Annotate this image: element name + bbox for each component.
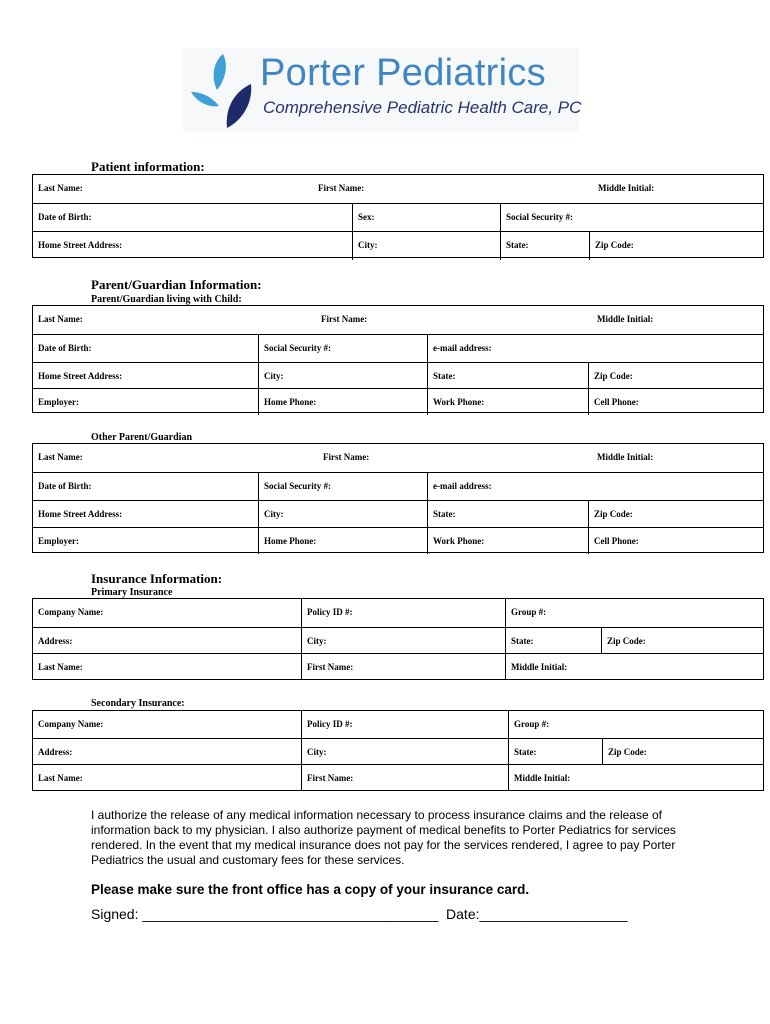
guardian-first-name-field[interactable]: First Name: [321, 314, 368, 324]
patient-city-field[interactable]: City: [352, 232, 500, 260]
patient-first-name-field[interactable]: First Name: [318, 183, 365, 193]
guardian-employer-field[interactable]: Employer: [38, 397, 79, 407]
guardian-middle-initial-field[interactable]: Middle Initial: [597, 314, 654, 324]
guardian-zip-field[interactable]: Zip Code: [588, 363, 763, 391]
logo-title: Porter Pediatrics [260, 52, 546, 94]
patient-last-name-field[interactable]: Last Name: [38, 183, 83, 193]
guardian-heading: Parent/Guardian Information: [91, 277, 262, 292]
primary-address-field[interactable]: Address: [38, 636, 73, 646]
date-field[interactable]: Date:___________________ [446, 906, 628, 922]
signed-field[interactable]: Signed: ______________________________________ [91, 906, 439, 922]
secondary-state-field[interactable]: State: [508, 739, 602, 765]
secondary-zip-field[interactable]: Zip Code: [602, 739, 763, 765]
logo-subtitle: Comprehensive Pediatric Health Care, PC [263, 98, 582, 117]
secondary-middle-initial-field[interactable]: Middle Initial: [508, 765, 763, 791]
guardian-address-field[interactable]: Home Street Address: [38, 371, 123, 381]
patient-address-field[interactable]: Home Street Address: [38, 240, 123, 250]
guardian-city-field[interactable]: City: [258, 363, 427, 391]
secondary-group-field[interactable]: Group #: [508, 711, 763, 739]
insurance-heading: Insurance Information: [91, 571, 223, 586]
patient-middle-initial-field[interactable]: Middle Initial: [598, 183, 655, 193]
primary-insurance-heading: Primary Insurance [91, 587, 173, 598]
secondary-first-name-field[interactable]: First Name: [301, 765, 508, 791]
primary-first-name-field[interactable]: First Name: [301, 654, 505, 680]
other-last-name-field[interactable]: Last Name: [38, 452, 83, 462]
primary-company-field[interactable]: Company Name: [38, 607, 104, 617]
guardian-home-phone-field[interactable]: Home Phone: [258, 389, 427, 415]
patient-dob-field[interactable]: Date of Birth: [38, 212, 92, 222]
other-guardian-table [32, 443, 764, 553]
guardian-ssn-field[interactable]: Social Security #: [258, 335, 427, 363]
other-work-phone-field[interactable]: Work Phone: [427, 528, 588, 554]
secondary-city-field[interactable]: City: [301, 739, 508, 765]
patient-ssn-field[interactable]: Social Security #: [500, 204, 763, 232]
guardian-work-phone-field[interactable]: Work Phone: [427, 389, 588, 415]
other-employer-field[interactable]: Employer: [38, 536, 79, 546]
patient-sex-field[interactable]: Sex: [352, 204, 500, 232]
insurance-card-reminder: Please make sure the front office has a copy of your insurance card. [91, 882, 530, 897]
secondary-policy-field[interactable]: Policy ID #: [301, 711, 508, 739]
primary-city-field[interactable]: City: [301, 628, 505, 654]
signature-line [91, 906, 627, 922]
other-ssn-field[interactable]: Social Security #: [258, 473, 427, 501]
primary-middle-initial-field[interactable]: Middle Initial: [505, 654, 763, 680]
primary-policy-field[interactable]: Policy ID #: [301, 599, 505, 627]
secondary-company-field[interactable]: Company Name: [38, 719, 104, 729]
guardian-dob-field[interactable]: Date of Birth: [38, 343, 92, 353]
other-email-field[interactable]: e-mail address: [427, 473, 763, 501]
primary-zip-field[interactable]: Zip Code: [601, 628, 763, 654]
authorization-text: I authorize the release of any medical information necessary to process insurance claims and the release of information back to my physician. I also authorize payment of medical benefits to Porter Pediatrics for services rendered. In the event that my medical insurance does not pay for the services rendered, I agree to pay Porter Pediatrics the usual and customary fees for these services. [91, 808, 676, 867]
other-first-name-field[interactable]: First Name: [323, 452, 370, 462]
primary-state-field[interactable]: State: [505, 628, 601, 654]
practice-logo [183, 48, 582, 132]
secondary-last-name-field[interactable]: Last Name: [38, 773, 83, 783]
other-dob-field[interactable]: Date of Birth: [38, 481, 92, 491]
other-guardian-heading: Other Parent/Guardian [91, 432, 193, 443]
guardian-table [32, 305, 764, 413]
other-address-field[interactable]: Home Street Address: [38, 509, 123, 519]
primary-group-field[interactable]: Group #: [505, 599, 763, 627]
other-home-phone-field[interactable]: Home Phone: [258, 528, 427, 554]
secondary-insurance-table [32, 710, 764, 791]
leaf-logo-icon [183, 48, 263, 132]
patient-zip-field[interactable]: Zip Code: [589, 232, 763, 260]
guardian-cell-phone-field[interactable]: Cell Phone: [588, 389, 763, 415]
guardian-last-name-field[interactable]: Last Name: [38, 314, 83, 324]
other-zip-field[interactable]: Zip Code: [588, 501, 763, 529]
primary-last-name-field[interactable]: Last Name: [38, 662, 83, 672]
patient-state-field[interactable]: State: [500, 232, 589, 260]
other-middle-initial-field[interactable]: Middle Initial: [597, 452, 654, 462]
primary-insurance-table [32, 598, 764, 680]
guardian-email-field[interactable]: e-mail address: [427, 335, 763, 363]
other-state-field[interactable]: State: [427, 501, 588, 529]
patient-heading: Patient information: [91, 159, 205, 174]
secondary-address-field[interactable]: Address: [38, 747, 73, 757]
guardian-subheading: Parent/Guardian living with Child: [91, 294, 242, 305]
patient-table [32, 174, 764, 258]
other-cell-phone-field[interactable]: Cell Phone: [588, 528, 763, 554]
secondary-insurance-heading: Secondary Insurance: [91, 698, 185, 709]
guardian-state-field[interactable]: State: [427, 363, 588, 391]
other-city-field[interactable]: City: [258, 501, 427, 529]
